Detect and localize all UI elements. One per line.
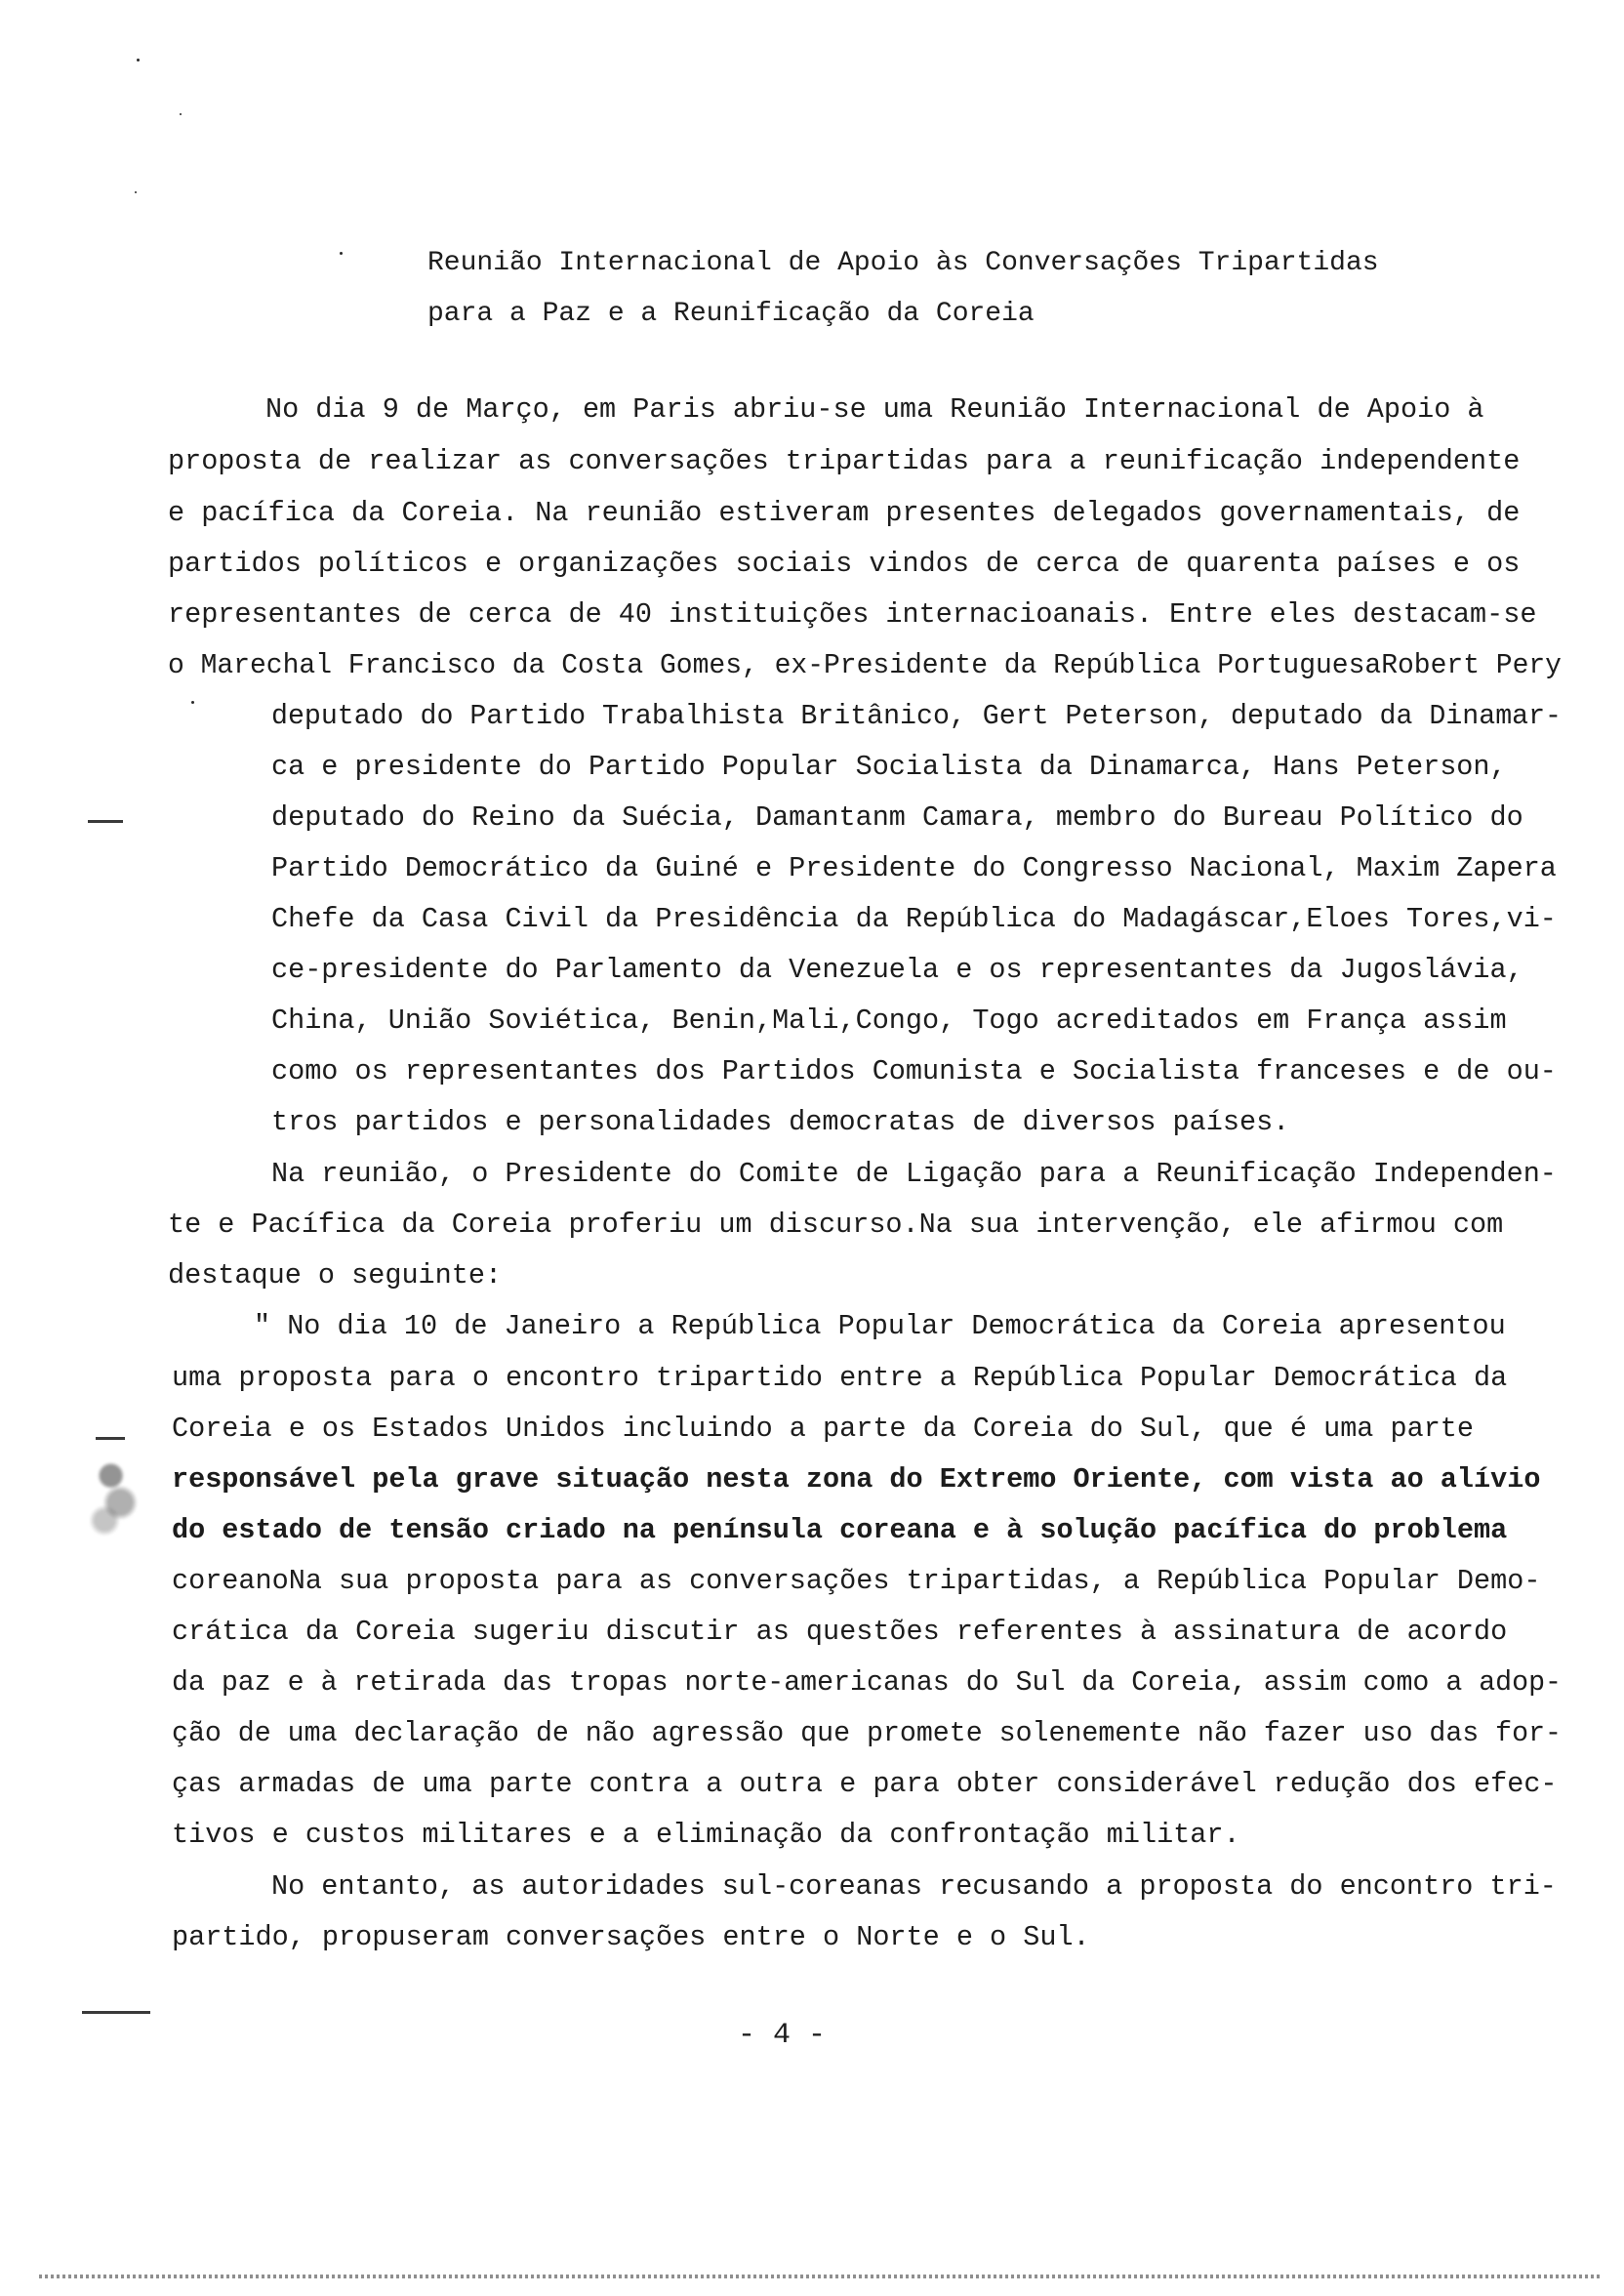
- text-line: partido, propuseram conversações entre o Norte e o Sul.: [172, 1921, 1090, 1953]
- title-line-2: para a Paz e a Reunificação da Coreia: [427, 299, 1035, 329]
- scan-speck: [340, 252, 343, 255]
- text-line: uma proposta para o encontro tripartido entre a República Popular Democrática da: [172, 1362, 1508, 1394]
- text-line: da paz e à retirada das tropas norte-americanas do Sul da Coreia, assim como a adop-: [172, 1666, 1562, 1699]
- document-title: [427, 238, 1403, 340]
- text-line: destaque o seguinte:: [168, 1259, 503, 1292]
- text-line: tros partidos e personalidades democratas de diversos países.: [271, 1106, 1290, 1138]
- scan-mark: [96, 1437, 125, 1440]
- scan-bottom-edge: [39, 2275, 1601, 2278]
- text-line: o Marechal Francisco da Costa Gomes, ex-Presidente da República PortuguesaRobert Pery: [168, 649, 1562, 681]
- text-line: responsável pela grave situação nesta zona do Extremo Oriente, com vista ao alívio: [172, 1463, 1541, 1496]
- title-line-1: Reunião Internacional de Apoio às Conversações Tripartidas: [427, 248, 1379, 278]
- scan-smudge: [86, 1449, 148, 1538]
- page-number: - 4 -: [738, 2019, 827, 2052]
- text-line: proposta de realizar as conversações tripartidas para a reunificação independente: [168, 445, 1521, 477]
- text-line: ca e presidente do Partido Popular Socialista da Dinamarca, Hans Peterson,: [271, 751, 1507, 783]
- scan-speck: [180, 113, 182, 115]
- text-line: tivos e custos militares e a eliminação da confrontação militar.: [172, 1819, 1240, 1851]
- text-line: Na reunião, o Presidente do Comite de Ligação para a Reunificação Independen-: [271, 1158, 1557, 1190]
- scan-speck: [135, 191, 137, 193]
- text-line: coreanoNa sua proposta para as conversações tripartidas, a República Popular Demo-: [172, 1565, 1541, 1597]
- text-line: China, União Soviética, Benin,Mali,Congo, Togo acreditados em França assim: [271, 1004, 1507, 1037]
- scan-speck: [191, 701, 194, 704]
- scan-mark: [82, 2011, 150, 2014]
- text-line: Chefe da Casa Civil da Presidência da República do Madagáscar,Eloes Tores,vi-: [271, 903, 1557, 935]
- text-line: e pacífica da Coreia. Na reunião estiveram presentes delegados governamentais, de: [168, 497, 1521, 529]
- text-line: ce-presidente do Parlamento da Venezuela e os representantes da Jugoslávia,: [271, 954, 1523, 986]
- text-line: do estado de tensão criado na península coreana e à solução pacífica do problema: [172, 1514, 1508, 1546]
- text-line: Partido Democrático da Guiné e Presidente do Congresso Nacional, Maxim Zapera: [271, 852, 1557, 884]
- text-line: deputado do Partido Trabalhista Britânico, Gert Peterson, deputado da Dinamar-: [271, 700, 1562, 732]
- text-line: partidos políticos e organizações sociais vindos de cerca de quarenta países e os: [168, 548, 1521, 580]
- text-line: como os representantes dos Partidos Comunista e Socialista franceses e de ou-: [271, 1055, 1557, 1087]
- text-line: " No dia 10 de Janeiro a República Popular Democrática da Coreia apresentou: [254, 1310, 1506, 1342]
- text-line: te e Pacífica da Coreia proferiu um discurso.Na sua intervenção, ele afirmou com: [168, 1209, 1504, 1241]
- scan-mark: [88, 820, 123, 823]
- text-line: No entanto, as autoridades sul-coreanas recusando a proposta do encontro tri-: [271, 1870, 1557, 1903]
- scan-speck: [137, 59, 140, 62]
- text-line: deputado do Reino da Suécia, Damantanm Camara, membro do Bureau Político do: [271, 801, 1523, 834]
- text-line: ças armadas de uma parte contra a outra e para obter considerável redução dos efec-: [172, 1768, 1558, 1800]
- text-line: Coreia e os Estados Unidos incluindo a parte da Coreia do Sul, que é uma parte: [172, 1413, 1475, 1445]
- text-line: ção de uma declaração de não agressão que promete solenemente não fazer uso das for-: [172, 1717, 1562, 1749]
- text-line: No dia 9 de Março, em Paris abriu-se uma Reunião Internacional de Apoio à: [265, 393, 1484, 426]
- text-line: crática da Coreia sugeriu discutir as questões referentes à assinatura de acordo: [172, 1616, 1508, 1648]
- text-line: representantes de cerca de 40 instituições internacioanais. Entre eles destacam-se: [168, 598, 1537, 631]
